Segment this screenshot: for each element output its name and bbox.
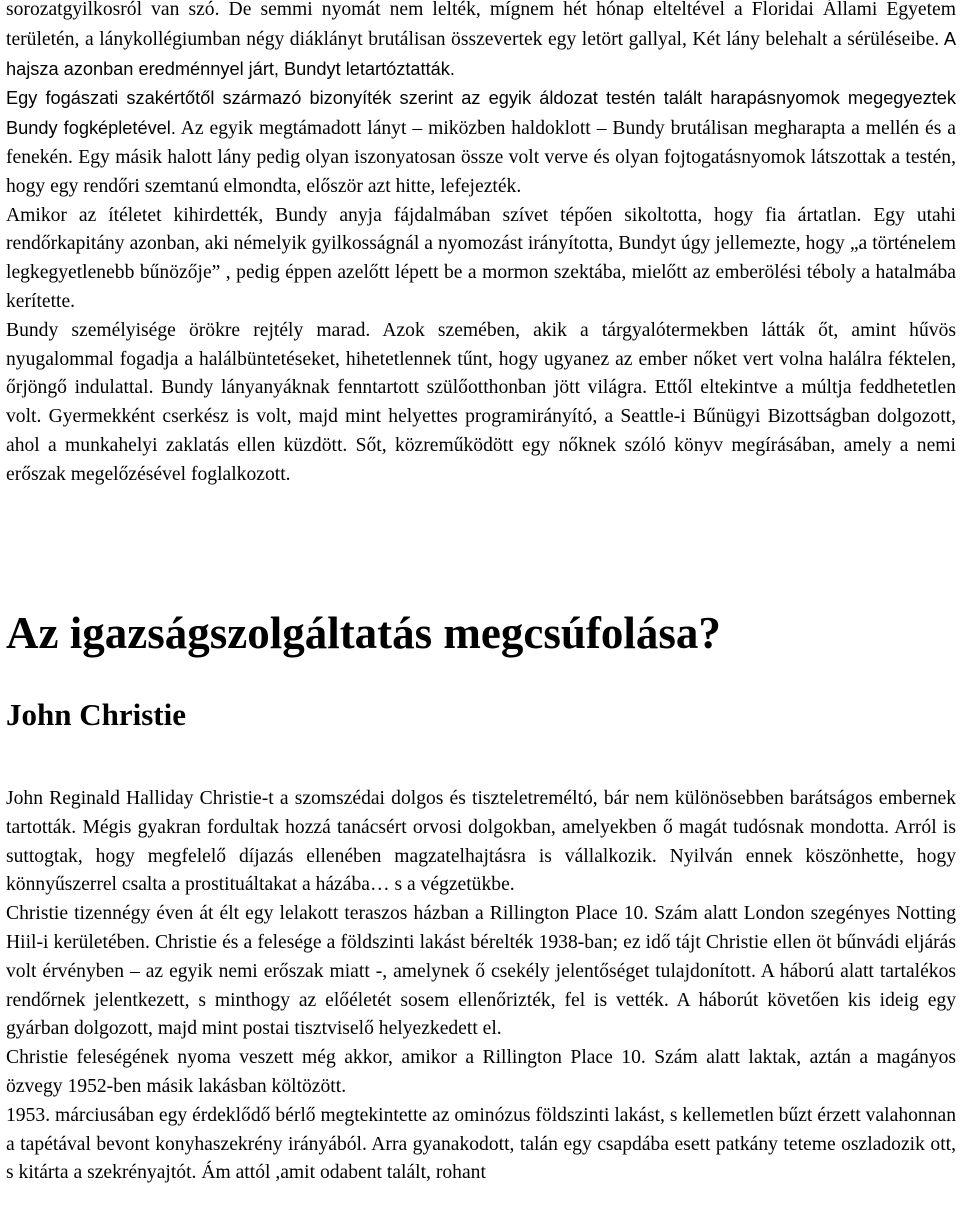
christie-paragraph-1: John Reginald Halliday Christie-t a szomszédai dolgos és tiszteletreméltó, bár nem különösebben barátságos embernek tartották. Mégis gyakran fordultak hozzá tanácsért orvosi dolgokban, amelyekben ő magát tudósnak mondotta. Arról is suttogtak, hogy megfelelő díjazás ellenében magzatelhajtásra is vállalkozik. Nyilván ennek köszönhette, hogy könnyűszerrel csalta a prostituáltakat a házába… s a végzetükbe. — [6, 788, 956, 896]
christie-paragraph-3: Christie feleségének nyoma veszett még akkor, amikor a Rillington Place 10. Szám alatt laktak, aztán a magányos özvegy 1952-ben másik lakásban költözött. — [6, 1047, 956, 1097]
top-text-block — [6, 0, 956, 490]
paragraph-2 — [6, 84, 956, 201]
paragraph-2-serif-text: Az egyik megtámadott lányt – miközben haldoklott – Bundy brutálisan megharapta a mellén és a fenekén. Egy másik halott lány pedig olyan iszonyatosan össze volt verve és olyan fojtogatásnyomok látszottak a testén, hogy egy rendőri szemtanú elmondta, először azt hitte, lefejezték. — [6, 118, 956, 197]
christie-paragraph-2: Christie tizennégy éven át élt egy lelakott teraszos házban a Rillington Place 10. Szám alatt London szegényes Notting Hiil-i kerületében. Christie és a felesége a földszinti lakást bérelték 1938-ban; ez idő tájt Christie ellen öt bűnvádi eljárás volt érvényben – az egyik nemi erőszak miatt -, amelynek ő csekély jelentőséget tulajdonított. A háború alatt tartalékos rendőrnek jelentkezett, s minthogy az előéletét sosem ellenőrizték, fel is vették. A háborút követően kis ideig egy gyárban dolgozott, majd mint postai tisztviselő helyezkedett el. — [6, 903, 956, 1040]
bottom-text-block — [6, 785, 956, 1188]
paragraph-1-sans-text: A hajsza azonban eredménnyel járt, Bundyt letartóztatták. — [6, 28, 956, 79]
paragraph-1-serif-text: sorozatgyilkosról van szó. De semmi nyomát nem lelték, mígnem hét hónap elteltével a Floridai Állami Egyetem területén, a lánykollégiumban négy diáklányt brutálisan összevertek egy letört gallyal, Két lány belehalt a sérüléseibe. — [6, 0, 956, 50]
section-heading: Az igazságszolgáltatás megcsúfolása? — [6, 608, 721, 658]
paragraph-1 — [6, 0, 956, 84]
paragraph-2-sans-text: Egy fogászati szakértőtől származó bizonyíték szerint az egyik áldozat testén talált harapásnyomok megegyeztek Bundy fogképletével. — [6, 88, 956, 139]
section-subheading: John Christie — [6, 697, 186, 732]
christie-paragraph-4: 1953. márciusában egy érdeklődő bérlő megtekintette az ominózus földszinti lakást, s kellemetlen bűzt érzett valahonnan a tapétával bevont konyhaszekrény irányából. Arra gyanakodott, talán egy csapdába esett patkány teteme oszladozik ott, s kitárta a szekrényajtót. Ám attól ,amit odabent talált, rohant — [6, 1104, 956, 1184]
paragraph-4: Bundy személyisége örökre rejtély marad. Azok szemében, akik a tárgyalótermekben látták őt, amint hűvös nyugalommal fogadja a halálbüntetéseket, hihetetlennek tűnt, hogy ugyanez az ember nőket vert volna halálra féktelen, őrjöngő indulattal. Bundy lányanyáknak fenntartott szülőotthonban jött világra. Ettől eltekintve a múltja feddhetetlen volt. Gyermekként cserkész is volt, majd mint helyettes programirányító, a Seattle-i Bűnügyi Bizottságban dolgozott, ahol a munkahelyi zaklatás ellen küzdött. Sőt, közreműködött egy nőknek szóló könyv megírásában, amely a nemi erőszak megelőzésével foglalkozott. — [6, 319, 956, 485]
paragraph-3: Amikor az ítéletet kihirdették, Bundy anyja fájdalmában szívet tépően sikoltotta, hogy fia ártatlan. Egy utahi rendőrkapitány azonban, aki némelyik gyilkosságnál a nyomozást irányította, Bundyt úgy jellemezte, hogy „a történelem legkegyetlenebb bűnözője” , pedig éppen azelőtt lépett be a mormon szektába, mielőtt az emberölési téboly a hatalmába kerítette. — [6, 204, 956, 312]
